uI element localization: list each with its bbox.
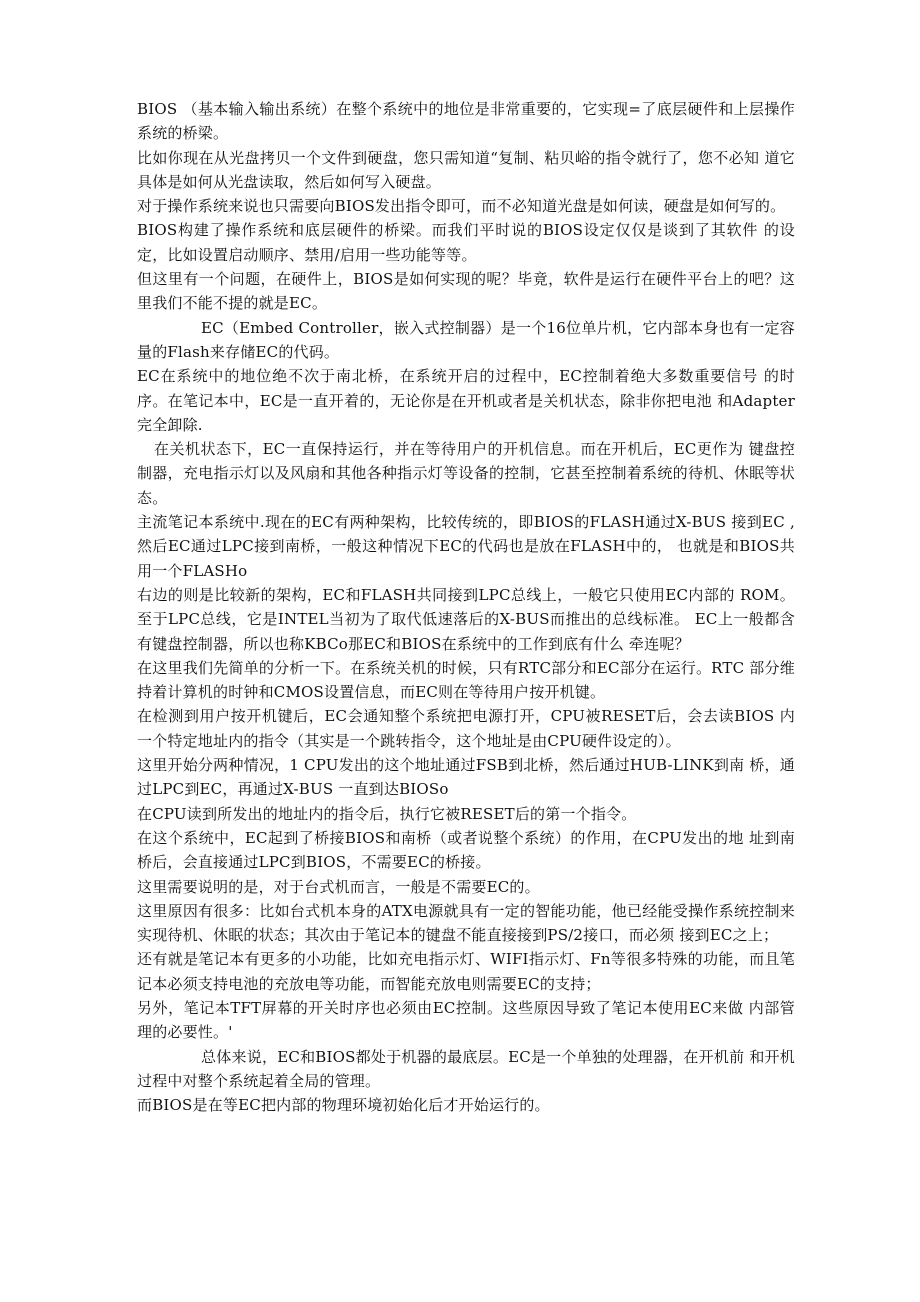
paragraph-reasons: 这里原因有很多：比如台式机本身的ATX电源就具有一定的智能功能，他已经能受操作系统控制来实现待机、休眠的状态；其次由于笔记本的键盘不能直接接到PS/2接口，而必须 接到EC之上； [137,901,795,945]
paragraph-os-view: 对于操作系统来说也只需要向BIOS发出指令即可，而不必知道光盘是如何读，硬盘是如何写的。 [137,197,786,216]
paragraph-tft-timing: 另外，笔记本TFT屏幕的开关时序也必须由EC控制。这些原因导致了笔记本使用EC来做 内部管理的必要性。' [137,998,795,1042]
paragraph-bios-intro: BIOS （基本输入输出系统）在整个系统中的地位是非常重要的，它实现=了底层硬件和上层操作系统的桥梁。 [137,100,795,143]
paragraph-ec-architecture-new: 右边的则是比较新的架构，EC和FLASH共同接到LPC总线上，一般它只使用EC内部的 ROM。至于LPC总线，它是INTEL当初为了取代低速落后的X-BUS而推出的总线标准。 EC上一般都含有键盘控制器，所以也称KBCo那EC和BIOS在系统中的工作到底有什么 牵连呢？ [137,585,795,653]
paragraph-desktop-note: 这里需要说明的是，对于台式机而言，一般是不需要EC的。 [137,877,540,896]
paragraph-summary: 总体来说，EC和BIOS都处于机器的最底层。EC是一个单独的处理器，在开机前 和开机过程中对整个系统起着全局的管理。 [137,1047,795,1090]
document-body [137,97,795,1117]
paragraph-ec-definition: EC（Embed Controller，嵌入式控制器）是一个16位单片机，它内部本身也有一定容量的Flash来存储EC的代码。 [137,318,795,361]
paragraph-power-off-state: 在关机状态下，EC一直保持运行，并在等待用户的开机信息。而在开机后，EC更作为 键盘控制器，充电指示灯以及风扇和其他各种指示灯等设备的控制，它甚至控制着系统的待机、休眠等状态。 [137,440,795,507]
paragraph-bios-after-ec: 而BIOS是在等EC把内部的物理环境初始化后才开始运行的。 [137,1096,550,1115]
paragraph-ec-role: EC在系统中的地位绝不次于南北桥，在系统开启的过程中，EC控制着绝大多数重要信号 的时序。在笔记本中，EC是一直开着的，无论你是在开机或者是关机状态，除非你把电池 和Adapter完全卸除. [137,367,795,434]
paragraph-hardware-question: 但这里有一个问题，在硬件上，BIOS是如何实现的呢？毕竟，软件是运行在硬件平台上的吧？这里我们不能不提的就是EC。 [137,270,795,313]
paragraph-first-instruction: 在CPU读到所发出的地址内的指令后，执行它被RESET后的第一个指令。 [137,804,637,823]
paragraph-small-functions: 还有就是笔记本有更多的小功能，比如充电指示灯、WIFI指示灯、Fn等很多特殊的功能，而且笔记本必须支持电池的充放电等功能，而智能充放电则需要EC的支持； [137,950,795,993]
paragraph-bios-bridge: BIOS构建了操作系统和底层硬件的桥梁。而我们平时说的BIOS设定仅仅是谈到了其软件 的设定，比如设置启动顺序、禁用/启用一些功能等等。 [137,221,795,264]
paragraph-address-path: 这里开始分两种情况，1 CPU发出的这个地址通过FSB到北桥，然后通过HUB-LINK到南 桥，通过LPC到EC，再通过X-BUS 一直到达BIOSo [137,756,795,799]
paragraph-power-on-sequence: 在检测到用户按开机键后，EC会通知整个系统把电源打开，CPU被RESET后，会去读BIOS 内一个特定地址内的指令（其实是一个跳转指令，这个地址是由CPU硬件设定的）。 [137,707,795,750]
paragraph-copy-example: 比如你现在从光盘拷贝一个文件到硬盘，您只需知道“复制、粘贝峪的指令就行了，您不必知 道它具体是如何从光盘读取，然后如何写入硬盘。 [137,148,795,191]
paragraph-ec-bridge-role: 在这个系统中，EC起到了桥接BIOS和南桥（或者说整个系统）的作用，在CPU发出的地 址到南桥后，会直接通过LPC到BIOS，不需要EC的桥接。 [137,828,795,872]
paragraph-shutdown-analysis: 在这里我们先简单的分析一下。在系统关机的时候，只有RTC部分和EC部分在运行。RTC 部分维持着计算机的时钟和CMOS设置信息，而EC则在等待用户按开机键。 [137,658,795,702]
paragraph-ec-architecture-traditional: 主流笔记本系统中.现在的EC有两种架构，比较传统的，即BIOS的FLASH通过X-BUS 接到EC ,然后EC通过LPC接到南桥，一般这种情况下EC的代码也是放在FLASH中的， 也就是和BIOS共用一个FLASHo [137,513,795,580]
